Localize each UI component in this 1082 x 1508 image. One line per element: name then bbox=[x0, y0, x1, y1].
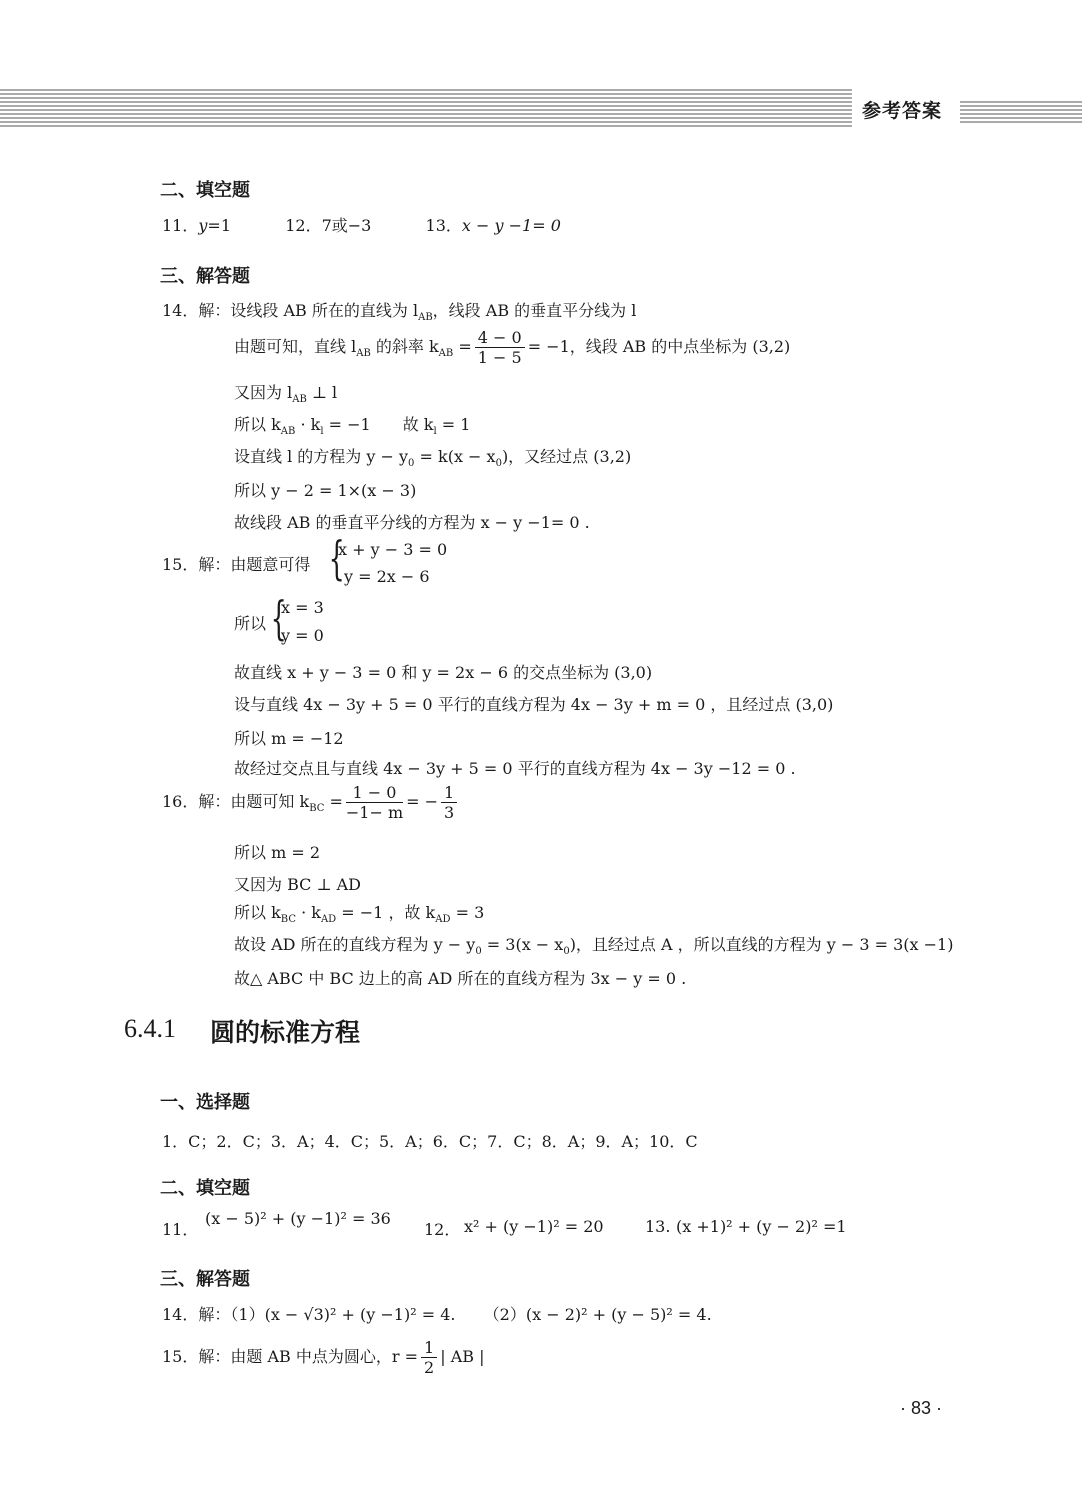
choice-answers: 1．C；2．C；3．A；4．C；5．A；6．C；7．C；8．A；9．A；10．C bbox=[162, 1132, 698, 1151]
header-rule-right bbox=[960, 88, 1082, 128]
q16-line-5: 故设 AD 所在的直线方程为 $y - y_0 = 3(x - x_0)$，且经过点 A ，所以直线的方程为 y − 3 = 3(x −1) bbox=[234, 935, 954, 958]
q14-line-6: 所以 y − 2 = 1×(x − 3) bbox=[234, 481, 417, 500]
fill-13-label: 13． bbox=[425, 216, 462, 235]
section-heading-fill: 二、填空题 bbox=[160, 180, 250, 201]
q15-line-5: 所以 m = −12 bbox=[234, 729, 344, 748]
slope-bc-fraction: $\frac{1 - 0}{-1- m}$ bbox=[345, 783, 404, 822]
fill-11-var: y bbox=[198, 216, 208, 235]
q15-jie: 解： bbox=[198, 555, 231, 574]
slope-fraction: $\frac{4 - 0}{1 - 5}$ bbox=[475, 328, 525, 367]
q14-line-3: 又因为 $l_{AB}$ ⊥ l bbox=[234, 383, 338, 406]
section-heading-fill-2: 二、填空题 bbox=[160, 1178, 250, 1199]
section-heading-solve-2: 三、解答题 bbox=[160, 1269, 250, 1290]
chapter-title: 圆的标准方程 bbox=[210, 1018, 361, 1047]
q15-line-2: 所以 bbox=[234, 614, 267, 633]
fill2-11-value: (x − 5)² + (y −1)² = 36 bbox=[205, 1209, 391, 1228]
fill-11-value: =1 bbox=[207, 216, 232, 235]
fill-13-value: x − y −1= 0 bbox=[461, 216, 561, 235]
q15-line-6: 故经过交点且与直线 4x − 3y + 5 = 0 平行的直线方程为 4x − 3y −12 = 0 . bbox=[234, 759, 796, 778]
fill-answers-row bbox=[162, 213, 561, 236]
fill-12-label: 12． bbox=[285, 216, 322, 235]
q16-line-3: 又因为 BC ⊥ AD bbox=[234, 875, 361, 894]
q15-line-1: 15．解：由题意可得 bbox=[162, 555, 311, 574]
fill-12-value: 7或 bbox=[321, 216, 348, 235]
s2-q15-line: 15．解：由题 AB 中点为圆心，r = $\frac{1}{2}$ | AB | bbox=[162, 1338, 485, 1377]
q16-line-1: 16．解：由题可知 $k_{BC}$ = $\frac{1 - 0}{-1- m}$ = − $\frac{1}{3}$ bbox=[162, 783, 460, 822]
chapter-number: 6.4.1 bbox=[124, 1014, 176, 1043]
q16-line-2: 所以 m = 2 bbox=[234, 843, 321, 862]
half-fraction: $\frac{1}{2}$ bbox=[421, 1338, 437, 1377]
q15-system-2-eq1: x = 3 bbox=[281, 598, 324, 617]
fill2-12-label: 12． bbox=[424, 1220, 461, 1239]
q15-system-2-eq2: y = 0 bbox=[281, 626, 324, 645]
header-rule-left bbox=[0, 88, 852, 128]
q16-jie: 解： bbox=[198, 792, 231, 811]
q15-label: 15． bbox=[162, 555, 199, 574]
q14-jie: 解： bbox=[198, 301, 231, 320]
q15-system-1-eq2: y = 2x − 6 bbox=[344, 567, 430, 586]
q14-line-4: 所以 $k_{AB} \cdot k_l = -1$ 故 $k_l = 1$ bbox=[234, 415, 471, 438]
q16-label: 16． bbox=[162, 792, 199, 811]
section-heading-solve: 三、解答题 bbox=[160, 266, 250, 287]
q16-line-6: 故△ ABC 中 BC 边上的高 AD 所在的直线方程为 3x − y = 0 . bbox=[234, 969, 687, 988]
q15-system-1-eq1: x + y − 3 = 0 bbox=[338, 540, 448, 559]
q14-line-7: 故线段 AB 的垂直平分线的方程为 x − y −1= 0 . bbox=[234, 513, 590, 532]
q14-label: 14． bbox=[162, 301, 199, 320]
fill2-13-label: 13. bbox=[645, 1217, 671, 1236]
q15-line-4: 设与直线 4x − 3y + 5 = 0 平行的直线方程为 4x − 3y + m = 0 ，且经过点 (3,0) bbox=[234, 695, 834, 714]
q16-line-4: 所以 $k_{BC} \cdot k_{AD} = -1$ ，故 $k_{AD} = 3$ bbox=[234, 903, 485, 926]
s2-q14-line: 14．解：（1）(x − √3)² + (y −1)² = 4. （2）(x − 2)² + (y − 5)² = 4. bbox=[162, 1305, 712, 1324]
page-number: · 83 · bbox=[900, 1398, 943, 1418]
fill2-12-value: x² + (y −1)² = 20 bbox=[464, 1217, 604, 1236]
q14-line-5: 设直线 l 的方程为 $y - y_0 = k(x - x_0)$，又经过点 (3,2) bbox=[234, 447, 632, 470]
header-title: 参考答案 bbox=[862, 100, 943, 122]
fill-11-label: 11． bbox=[162, 216, 199, 235]
section-heading-choice: 一、选择题 bbox=[160, 1092, 250, 1113]
q15-system-brace-1: { bbox=[328, 531, 345, 585]
fill2-11-label: 11． bbox=[162, 1220, 199, 1239]
fill2-13-value: (x +1)² + (y − 2)² =1 bbox=[676, 1217, 847, 1236]
q15-system-brace-2: { bbox=[270, 591, 287, 645]
one-third-fraction: $\frac{1}{3}$ bbox=[441, 783, 457, 822]
fill-12-value-b: −3 bbox=[347, 216, 372, 235]
q15-line-3: 故直线 x + y − 3 = 0 和 y = 2x − 6 的交点坐标为 (3,0) bbox=[234, 663, 653, 682]
q14-line-1: 14．解：设线段 AB 所在的直线为 $l_{AB}$，线段 AB 的垂直平分线为 l bbox=[162, 301, 637, 324]
q14-line-2: 由题可知，直线 $l_{AB}$ 的斜率 $k_{AB}$ = $\frac{4 - 0}{1 - 5}$ = −1，线段 AB 的中点坐标为 (3,2) bbox=[234, 328, 791, 367]
